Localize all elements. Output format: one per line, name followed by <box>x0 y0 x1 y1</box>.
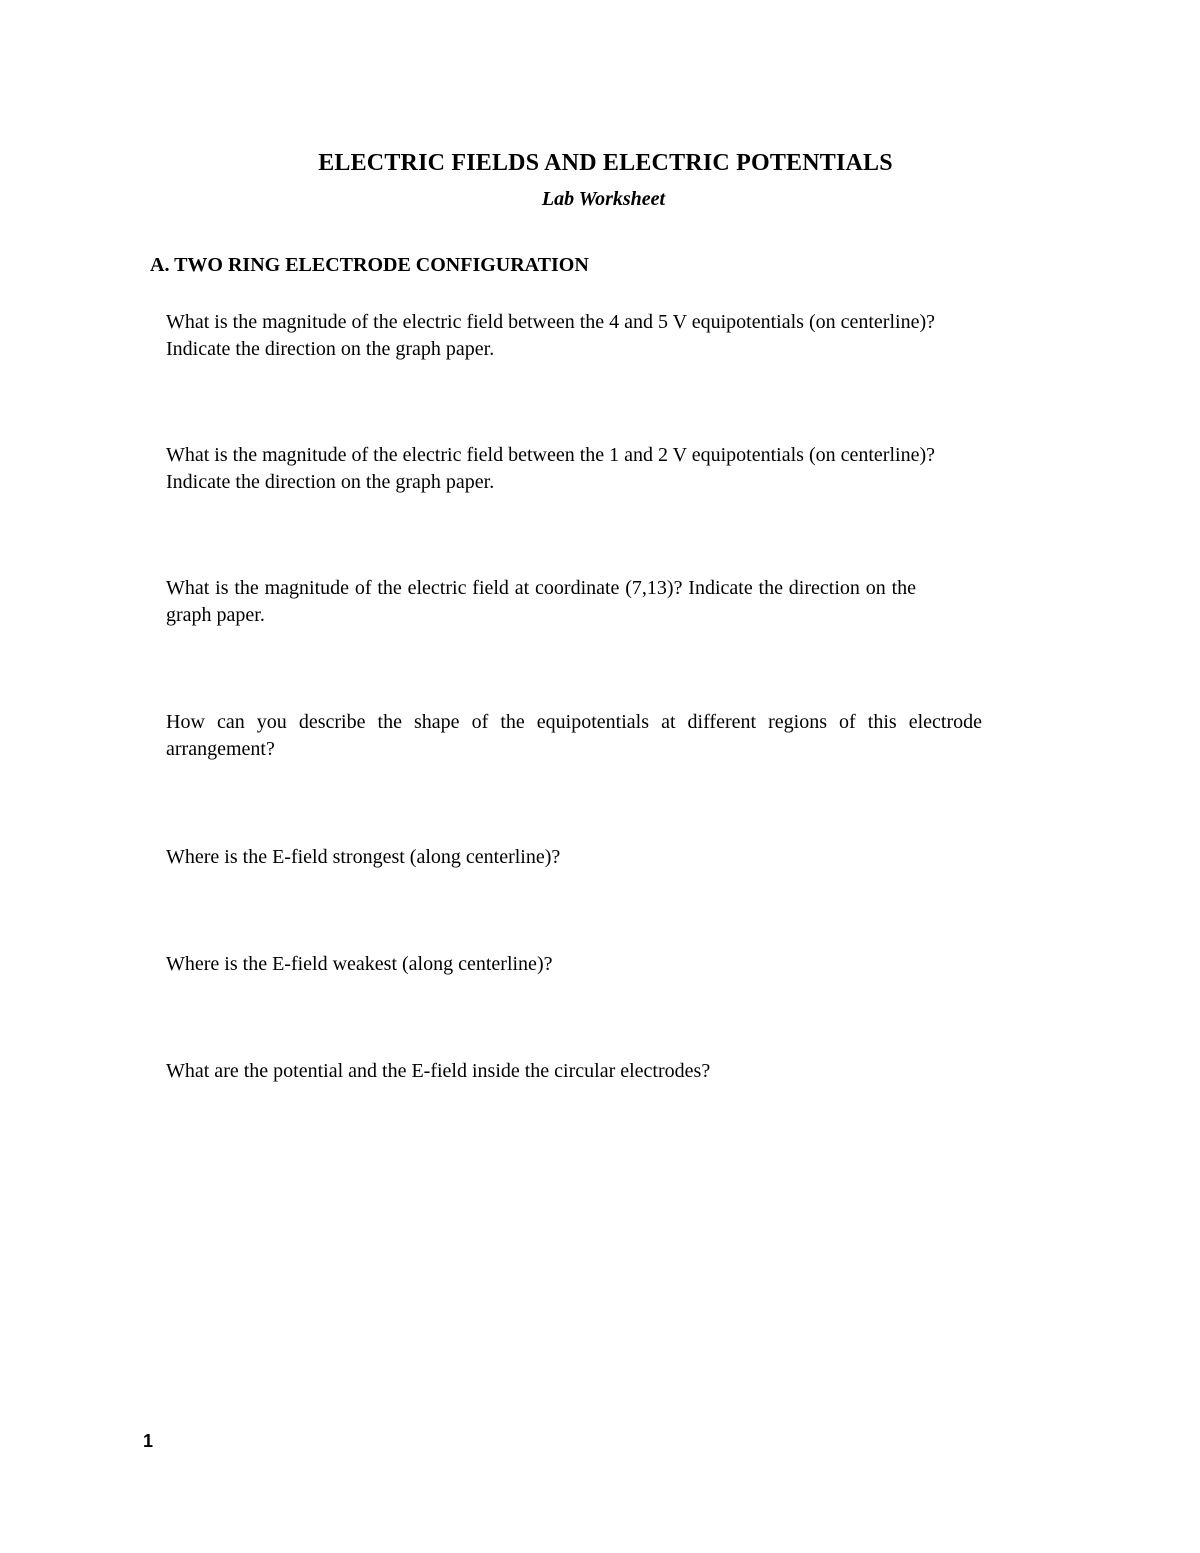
document-title: ELECTRIC FIELDS AND ELECTRIC POTENTIALS <box>318 150 893 176</box>
document-subtitle: Lab Worksheet <box>541 188 666 210</box>
page-number: 1 <box>143 1431 154 1451</box>
question-2: What is the magnitude of the electric field between the 1 and 2 V equipotentials (on centerline)? Indicate the direction on the graph paper. <box>166 444 935 493</box>
question-4: How can you describe the shape of the equipotentials at different regions of this electrode arrangement? <box>166 711 982 760</box>
question-7: What are the potential and the E-field inside the circular electrodes? <box>166 1060 711 1082</box>
question-3: What is the magnitude of the electric field at coordinate (7,13)? Indicate the direction on the graph paper. <box>166 577 916 626</box>
question-1: What is the magnitude of the electric field between the 4 and 5 V equipotentials (on centerline)? Indicate the direction on the graph paper. <box>166 311 935 360</box>
question-6: Where is the E-field weakest (along centerline)? <box>166 953 553 975</box>
section-heading: A. TWO RING ELECTRODE CONFIGURATION <box>150 254 589 276</box>
question-5: Where is the E-field strongest (along centerline)? <box>166 846 561 868</box>
